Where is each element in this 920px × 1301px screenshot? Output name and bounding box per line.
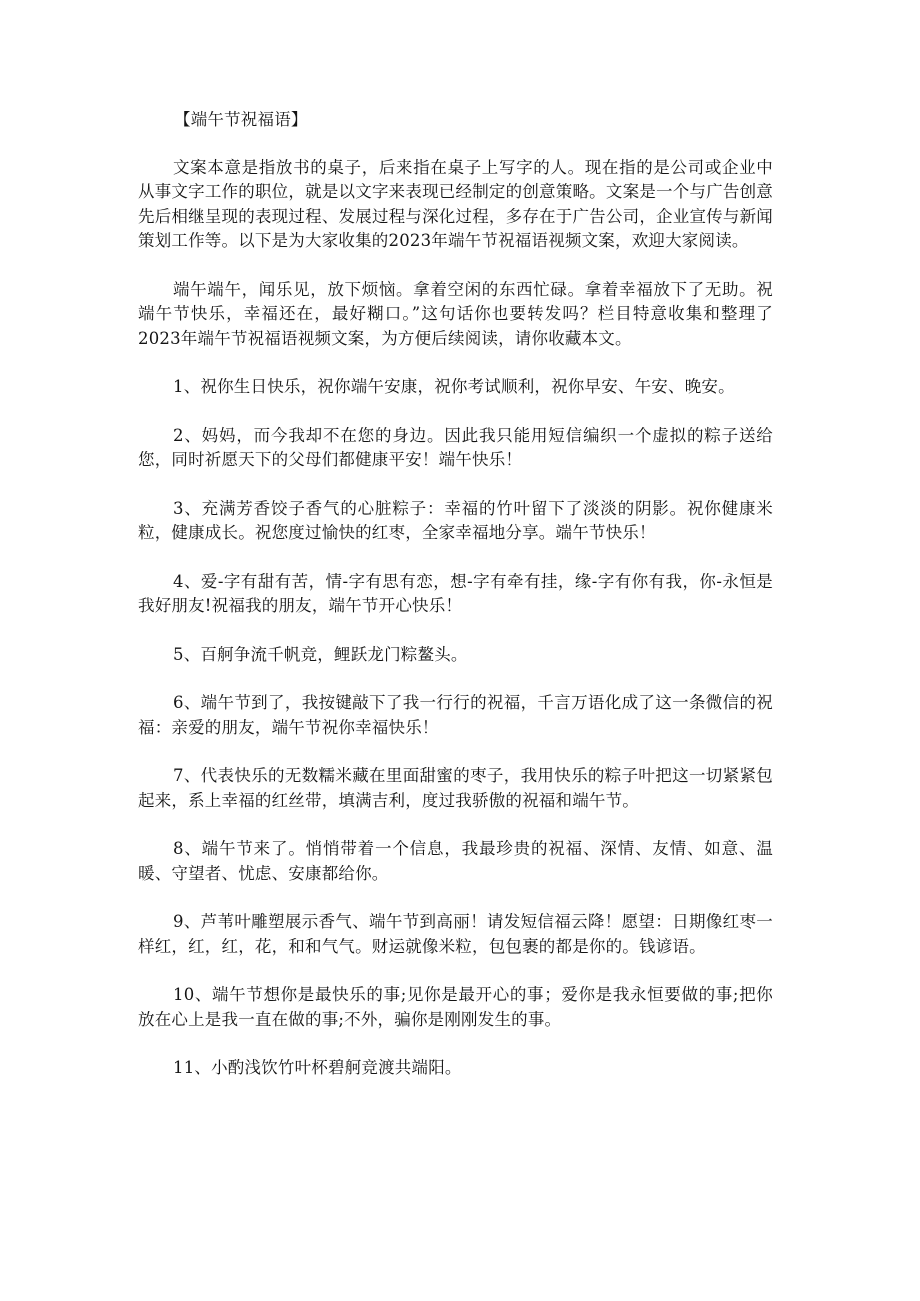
blessing-item: 1、祝你生日快乐，祝你端午安康，祝你考试顺利，祝你早安、午安、晚安。 xyxy=(173,377,735,396)
blessing-item: 3、充满芳香饺子香气的心脏粽子：幸福的竹叶留下了淡淡的阴影。祝你健康米粒，健康成长。祝您度过愉快的红枣，全家幸福地分享。端午节快乐！ xyxy=(138,498,773,542)
spacer xyxy=(138,473,773,497)
blessing-item: 2、妈妈，而今我却不在您的身边。因此我只能用短信编织一个虚拟的粽子送给您，同时祈愿天下的父母们都健康平安！端午快乐！ xyxy=(138,425,773,469)
spacer xyxy=(138,133,773,156)
spacer xyxy=(138,400,773,424)
spacer xyxy=(138,619,773,643)
document-body xyxy=(138,108,773,1081)
blessing-item: 5、百舸争流千帆竞，鲤跃龙门粽鳌头。 xyxy=(173,644,468,664)
intro-paragraph: 端午端午，闻乐见，放下烦恼。拿着空闲的东西忙碌。拿着幸福放下了无助。祝端午节快乐，幸福还在，最好糊口。”这句话你也要转发吗？栏目特意收集和整理了2023年端午节祝福语视频文案，为方便后续阅读，请你收藏本文。 xyxy=(138,279,773,348)
spacer xyxy=(138,667,773,691)
spacer xyxy=(138,351,773,375)
blessing-item: 7、代表快乐的无数糯米藏在里面甜蜜的枣子，我用快乐的粽子叶把这一切紧紧包起来，系上幸福的红丝带，填满吉利，度过我骄傲的祝福和端午节。 xyxy=(138,766,773,810)
blessing-item: 9、芦苇叶雕塑展示香气、端午节到高丽！请发短信福云降！愿望：日期像红枣一样红，红，红，花，和和气气。财运就像米粒，包包裹的都是你的。钱谚语。 xyxy=(138,912,773,956)
blessing-item: 6、端午节到了，我按键敲下了我一行行的祝福，千言万语化成了这一条微信的祝福：亲爱的朋友，端午节祝你幸福快乐！ xyxy=(138,693,773,737)
blessing-item: 4、爱-字有甜有苦，情-字有思有恋，想-字有牵有挂，缘-字有你有我，你-永恒是我好朋友!祝福我的朋友，端午节开心快乐！ xyxy=(138,571,773,615)
intro-paragraph: 文案本意是指放书的桌子，后来指在桌子上写字的人。现在指的是公司或企业中从事文字工作的职位，就是以文字来表现已经制定的创意策略。文案是一个与广告创意先后相继呈现的表现过程、发展过程与深化过程，多存在于广告公司，企业宣传与新闻策划工作等。以下是为大家收集的2023年端午节祝福语视频文案，欢迎大家阅读。 xyxy=(138,157,773,250)
blessing-item: 11、小酌浅饮竹叶杯碧舸竞渡共端阳。 xyxy=(173,1058,462,1077)
spacer xyxy=(138,886,773,910)
blessing-item: 8、端午节来了。悄悄带着一个信息，我最珍贵的祝福、深情、友情、如意、温暖、守望者、忧虑、安康都给你。 xyxy=(138,839,773,883)
spacer xyxy=(138,813,773,837)
spacer xyxy=(138,1032,773,1056)
blessing-item: 10、端午节想你是最快乐的事;见你是最开心的事；爱你是我永恒要做的事;把你放在心上是我一直在做的事;不外，骗你是刚刚发生的事。 xyxy=(138,985,773,1029)
spacer xyxy=(138,546,773,570)
document-title: 【端午节祝福语】 xyxy=(174,110,308,129)
spacer xyxy=(138,740,773,764)
spacer xyxy=(138,959,773,983)
spacer xyxy=(138,254,773,278)
